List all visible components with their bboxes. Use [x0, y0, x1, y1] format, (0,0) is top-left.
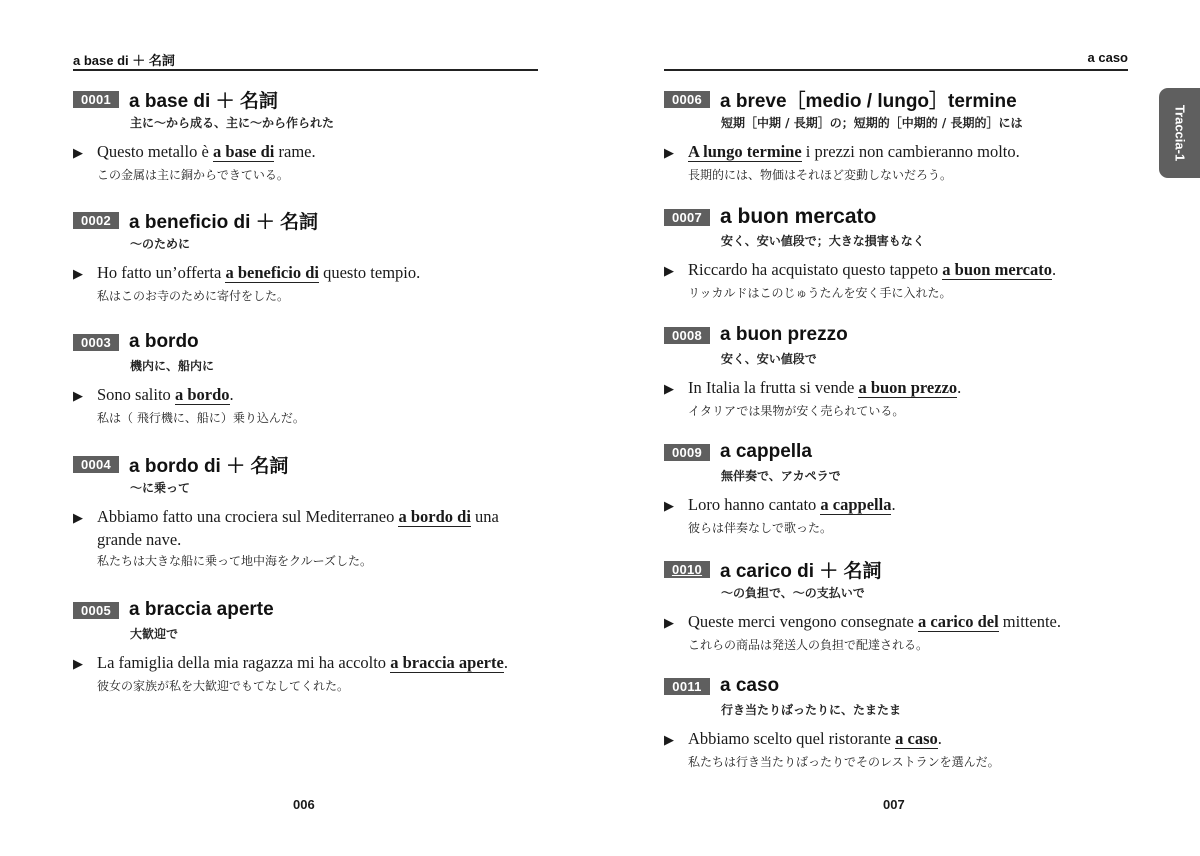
entry — [73, 86, 543, 185]
example-text: Abbiamo fatto una crociera sul Mediterraneo — [97, 507, 399, 526]
meaning: ～に乗って — [130, 481, 191, 495]
running-head: a caso — [1087, 50, 1128, 65]
translation: 私はこのお寺のために寄付をした。 — [97, 289, 290, 303]
meaning: 短期［中期 / 長期］の；短期的［中期的 / 長期的］には — [721, 116, 1023, 130]
right-page — [600, 0, 1200, 856]
right-triangle-icon: ▶ — [664, 499, 674, 514]
running-head: a base di ＋ 名詞 — [73, 53, 175, 68]
example-text: . — [957, 378, 962, 397]
meaning: ～のために — [130, 237, 191, 251]
example-keyword: a buon mercato — [942, 260, 1052, 279]
page-number: 007 — [883, 797, 905, 812]
right-triangle-icon: ▶ — [73, 511, 83, 526]
entry — [73, 451, 543, 571]
example-text: Sono salito — [97, 385, 175, 404]
example-text: . — [1052, 260, 1057, 279]
right-triangle-icon: ▶ — [664, 616, 674, 631]
example-text: rame. — [274, 142, 316, 161]
example-keyword: a braccia aperte — [390, 653, 504, 672]
headword: a breve［medio / lungo］termine — [720, 90, 1017, 112]
example-keyword: a bordo di — [398, 507, 471, 526]
example-sentence — [664, 610, 1134, 635]
entry — [664, 556, 1134, 655]
entry-number: 0006 — [664, 91, 710, 108]
entry-number: 0005 — [73, 602, 119, 619]
example-keyword: a base di — [212, 142, 275, 161]
translation: リッカルドはこのじゅうたんを安く手に入れた。 — [688, 286, 952, 300]
entry-number: 0010 — [664, 561, 710, 578]
right-triangle-icon: ▶ — [73, 389, 83, 404]
entry — [664, 673, 1134, 772]
translation: 私たちは行き当たりばったりでそのレストランを選んだ。 — [688, 755, 1000, 769]
example-text: Riccardo ha acquistato questo tappeto — [688, 260, 943, 279]
meaning: 機内に、船内に — [130, 359, 215, 373]
right-triangle-icon: ▶ — [664, 146, 674, 161]
headword: a carico di ＋ 名詞 — [720, 560, 882, 582]
entry-number: 0007 — [664, 209, 710, 226]
right-triangle-icon: ▶ — [73, 146, 83, 161]
example-sentence — [664, 140, 1134, 165]
example-text: questo tempio. — [318, 263, 421, 282]
example-text: La famiglia della mia ragazza mi ha accolto — [97, 653, 391, 672]
example-text: . — [503, 653, 508, 672]
example-text: Loro hanno cantato — [688, 495, 821, 514]
example-text: . — [229, 385, 234, 404]
entry-number: 0004 — [73, 456, 119, 473]
example-keyword: a buon prezzo — [858, 378, 958, 397]
page-number: 006 — [293, 797, 315, 812]
translation: 私は（ 飛行機に、船に）乗り込んだ。 — [97, 411, 305, 425]
example-text: Queste merci vengono consegnate — [688, 612, 919, 631]
meaning: 安く、安い値段で — [721, 352, 817, 366]
meaning: 無伴奏で、アカペラで — [721, 469, 841, 483]
translation: この金属は主に銅からできている。 — [97, 168, 289, 182]
entry-number: 0003 — [73, 334, 119, 351]
example-sentence — [73, 261, 543, 286]
translation: イタリアでは果物が安く売られている。 — [688, 404, 905, 418]
track-tab — [1159, 88, 1200, 178]
example-text: i prezzi non cambieranno molto. — [801, 142, 1020, 161]
meaning: ～の負担で、～の支払いで — [721, 586, 865, 600]
example-keyword: a cappella — [820, 495, 892, 514]
example-text: Questo metallo è — [97, 142, 213, 161]
translation: 彼らは伴奏なしで歌った。 — [688, 521, 833, 535]
translation: 私たちは大きな船に乗って地中海をクルーズした。 — [97, 554, 373, 568]
example-sentence — [664, 376, 1134, 401]
right-triangle-icon: ▶ — [73, 267, 83, 282]
right-triangle-icon: ▶ — [664, 264, 674, 279]
example-keyword: A lungo termine — [688, 142, 802, 161]
translation: 長期的には、物価はそれほど変動しないだろう。 — [688, 168, 953, 182]
translation: 彼女の家族が私を大歓迎でもてなしてくれた。 — [97, 679, 350, 693]
example-sentence — [73, 383, 543, 408]
translation: これらの商品は発送人の負担で配達される。 — [688, 638, 929, 652]
meaning: 大歓迎で — [130, 627, 179, 641]
headword: a braccia aperte — [129, 599, 274, 620]
entry — [664, 86, 1134, 185]
entry — [664, 439, 1134, 538]
example-text: mittente. — [998, 612, 1061, 631]
meaning: 安く、安い値段で；大きな損害もなく — [721, 234, 925, 248]
example-text: Ho fatto un’offerta — [97, 263, 226, 282]
entry — [664, 204, 1134, 303]
example-text: In Italia la frutta si vende — [688, 378, 859, 397]
example-text: Abbiamo scelto quel ristorante — [688, 729, 896, 748]
example-keyword: a carico del — [918, 612, 999, 631]
example-keyword: a bordo — [174, 385, 230, 404]
headword: a bordo — [129, 331, 199, 352]
header-rule — [664, 69, 1128, 71]
header-rule — [73, 69, 538, 71]
example-text: una grande nave. — [97, 507, 499, 549]
meaning: 行き当たりばったりに、たまたま — [721, 703, 902, 717]
example-keyword: a beneficio di — [225, 263, 319, 282]
right-triangle-icon: ▶ — [664, 733, 674, 748]
headword: a base di ＋ 名詞 — [129, 90, 278, 112]
example-text: . — [937, 729, 942, 748]
example-sentence — [664, 258, 1134, 283]
entry — [73, 329, 543, 428]
headword: a bordo di ＋ 名詞 — [129, 455, 289, 477]
entry-number: 0001 — [73, 91, 119, 108]
example-sentence — [73, 651, 543, 676]
headword: a cappella — [720, 441, 812, 462]
entry-number: 0009 — [664, 444, 710, 461]
entry — [73, 207, 543, 306]
entry — [73, 597, 543, 696]
example-sentence — [73, 140, 543, 165]
right-triangle-icon: ▶ — [73, 657, 83, 672]
right-triangle-icon: ▶ — [664, 382, 674, 397]
entry-number: 0008 — [664, 327, 710, 344]
example-sentence — [664, 493, 1134, 518]
example-sentence — [664, 727, 1134, 752]
headword: a beneficio di ＋ 名詞 — [129, 211, 318, 233]
example-sentence — [73, 505, 543, 551]
entry-number: 0002 — [73, 212, 119, 229]
headword: a caso — [720, 675, 780, 696]
example-text: . — [891, 495, 896, 514]
meaning: 主に～から成る、主に～から作られた — [130, 116, 335, 130]
headword: a buon prezzo — [720, 324, 848, 345]
headword: a buon mercato — [720, 205, 877, 228]
track-tab-label: Traccia-1 — [1172, 104, 1187, 162]
example-keyword: a caso — [895, 729, 938, 748]
entry-number: 0011 — [664, 678, 710, 695]
entry — [664, 322, 1134, 421]
